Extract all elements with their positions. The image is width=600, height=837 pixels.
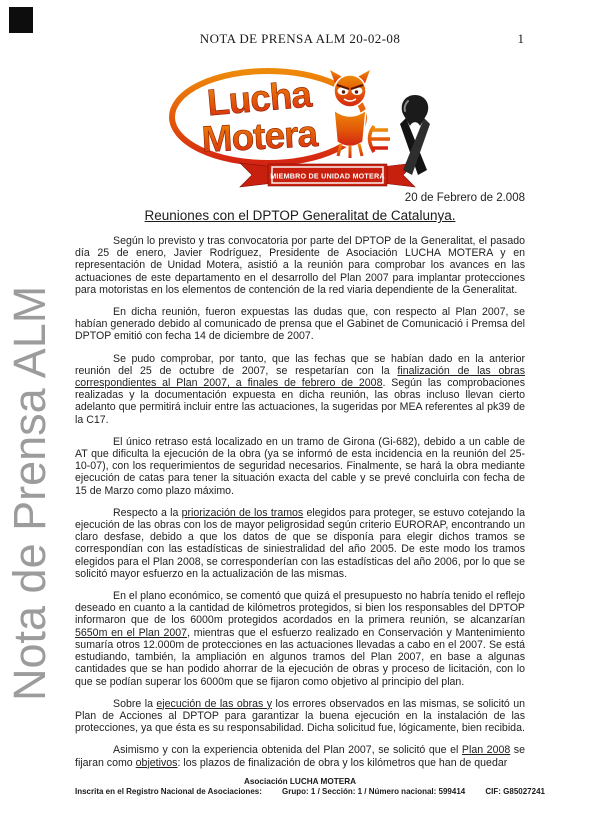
- page-number: 1: [517, 31, 524, 46]
- date-line: 20 de Febrero de 2.008: [404, 192, 525, 204]
- footer-cif: CIF: G85027241: [485, 787, 545, 796]
- footer-registry: Inscrita en el Registro Nacional de Asociaciones:: [75, 787, 262, 796]
- paragraph: Asimismo y con la experiencia obtenida del Plan 2007, se solicitó que el Plan 2008 se fijaran como objetivos: los plazos de finalización de obra y los kilómetros que han de quedar: [75, 744, 525, 769]
- footer-org: Asociación LUCHA MOTERA: [243, 777, 357, 786]
- membership-banner: [240, 160, 415, 188]
- side-banner-text: Nota de Prensa ALM: [4, 285, 55, 701]
- paragraph: Respecto a la priorización de los tramos elegidos para proteger, se estuvo cotejando la ejecución de las obras con los de mayor peligrosidad según criterio EURORAP, encontrando un claro desfase, debido a que los datos de que se disponía para elegir dichos tramos se correspondían con las estadísticas de siniestralidad del año 2005. De este modo los tramos elegidos para el Plan 2008, se corresponderían con las estadísticas del año 2006, por lo que se solicitó mayor esfuerzo en la actualización de las mismas.: [75, 506, 525, 580]
- paragraph: En dicha reunión, fueron expuestas las dudas que, con respecto al Plan 2007, se habían generado debido al comunicado de prensa que el Gabinet de Comunicació i Premsa del DPTOP emitió con fecha 14 de diciembre de 2007.: [75, 306, 525, 343]
- footer: [75, 777, 545, 796]
- paragraph: El único retraso está localizado en un tramo de Girona (Gi-682), debido a un cable de AT que dificulta la ejecución de la obra (ya se informó de esta incidencia en la reunión del 25-10-07), con los requerimientos de seguridad necesarios. Finalmente, se hará la obra mediante ejecución de catas para tener la situación exacta del cable y se prevé concluirla con fecha de 15 de Marzo como plazo máximo.: [75, 435, 525, 497]
- doc-title: Reuniones con el DPTOP Generalitat de Catalunya.: [144, 208, 456, 223]
- scan-artifact-square: [9, 7, 33, 33]
- lucha-motera-logo: [168, 68, 408, 168]
- paragraph: En el plano económico, se comentó que quizá el presupuesto no habría tenido el reflejo deseado en cuanto a la cantidad de kilómetros protegidos, si bien los responsables del DPTOP informaron que de los 6000m protegidos acordados en la primera reunión, se alcanzarían 5650m en el Plan 2007, mientras que el esfuerzo realizado en Conservación y Mantenimiento sumaría otros 12.000m de protecciones en las actuaciones llevadas a cabo en el 2007. Se está estudiando, también, la ampliación en algunos tramos del Plan 2007, en base a algunas cantidades que se han podido ahorrar de la ejecución de obras y proceso de licitación, con lo que se podían superar los 6000m que se fijaron como objetivo al principio del plan.: [75, 590, 526, 688]
- footer-group: Grupo: 1 / Sección: 1 / Número nacional: 599414: [282, 787, 466, 796]
- logo-text-motera: Motera: [200, 113, 318, 161]
- paragraphs: [75, 235, 525, 769]
- header-title: NOTA DE PRENSA ALM 20-02-08: [199, 31, 401, 46]
- banner-label: MIEMBRO DE UNIDAD MOTERA: [270, 171, 385, 181]
- logo-area: [0, 68, 600, 190]
- mourning-ribbon-icon: [392, 92, 438, 178]
- logo-text-lucha: Lucha: [205, 73, 313, 124]
- document-body: [75, 192, 525, 779]
- paragraph: Se pudo comprobar, por tanto, que las fechas que se habían dado en la anterior reunión del 25 de octubre de 2007, se respetarían con la finalización de las obras correspondientes al Plan 2007, a finales de febrero de 2008. Según las comprobaciones realizadas y la documentación expuesta en dicha reunión, las obras incluso llevan cierto adelanto que permitirá incluir entre las actuaciones, la sugeridas por MEA referentes al pk39 de la C17.: [75, 352, 525, 426]
- paragraph: Sobre la ejecución de las obras y los errores observados en las mismas, se solicitó un Plan de Acciones al DPTOP para garantizar la buena ejecución en la instalación de las protecciones, ya que ésta es su responsabilidad. Dicha solicitud fue, lógicamente, bien recibida.: [75, 697, 526, 735]
- paragraph: Según lo previsto y tras convocatoria por parte del DPTOP de la Generalitat, el pasado día 25 de enero, Javier Rodríguez, Presidente de Asociación LUCHA MOTERA y en representación de Unidad Motera, asistió a la reunión para comprobar los avances en las actuaciones de este departamento en el desarrollo del Plan 2007 para implantar protecciones para motoristas en los elementos de contención de la red viaria dependiente de la Generalitat.: [75, 235, 525, 296]
